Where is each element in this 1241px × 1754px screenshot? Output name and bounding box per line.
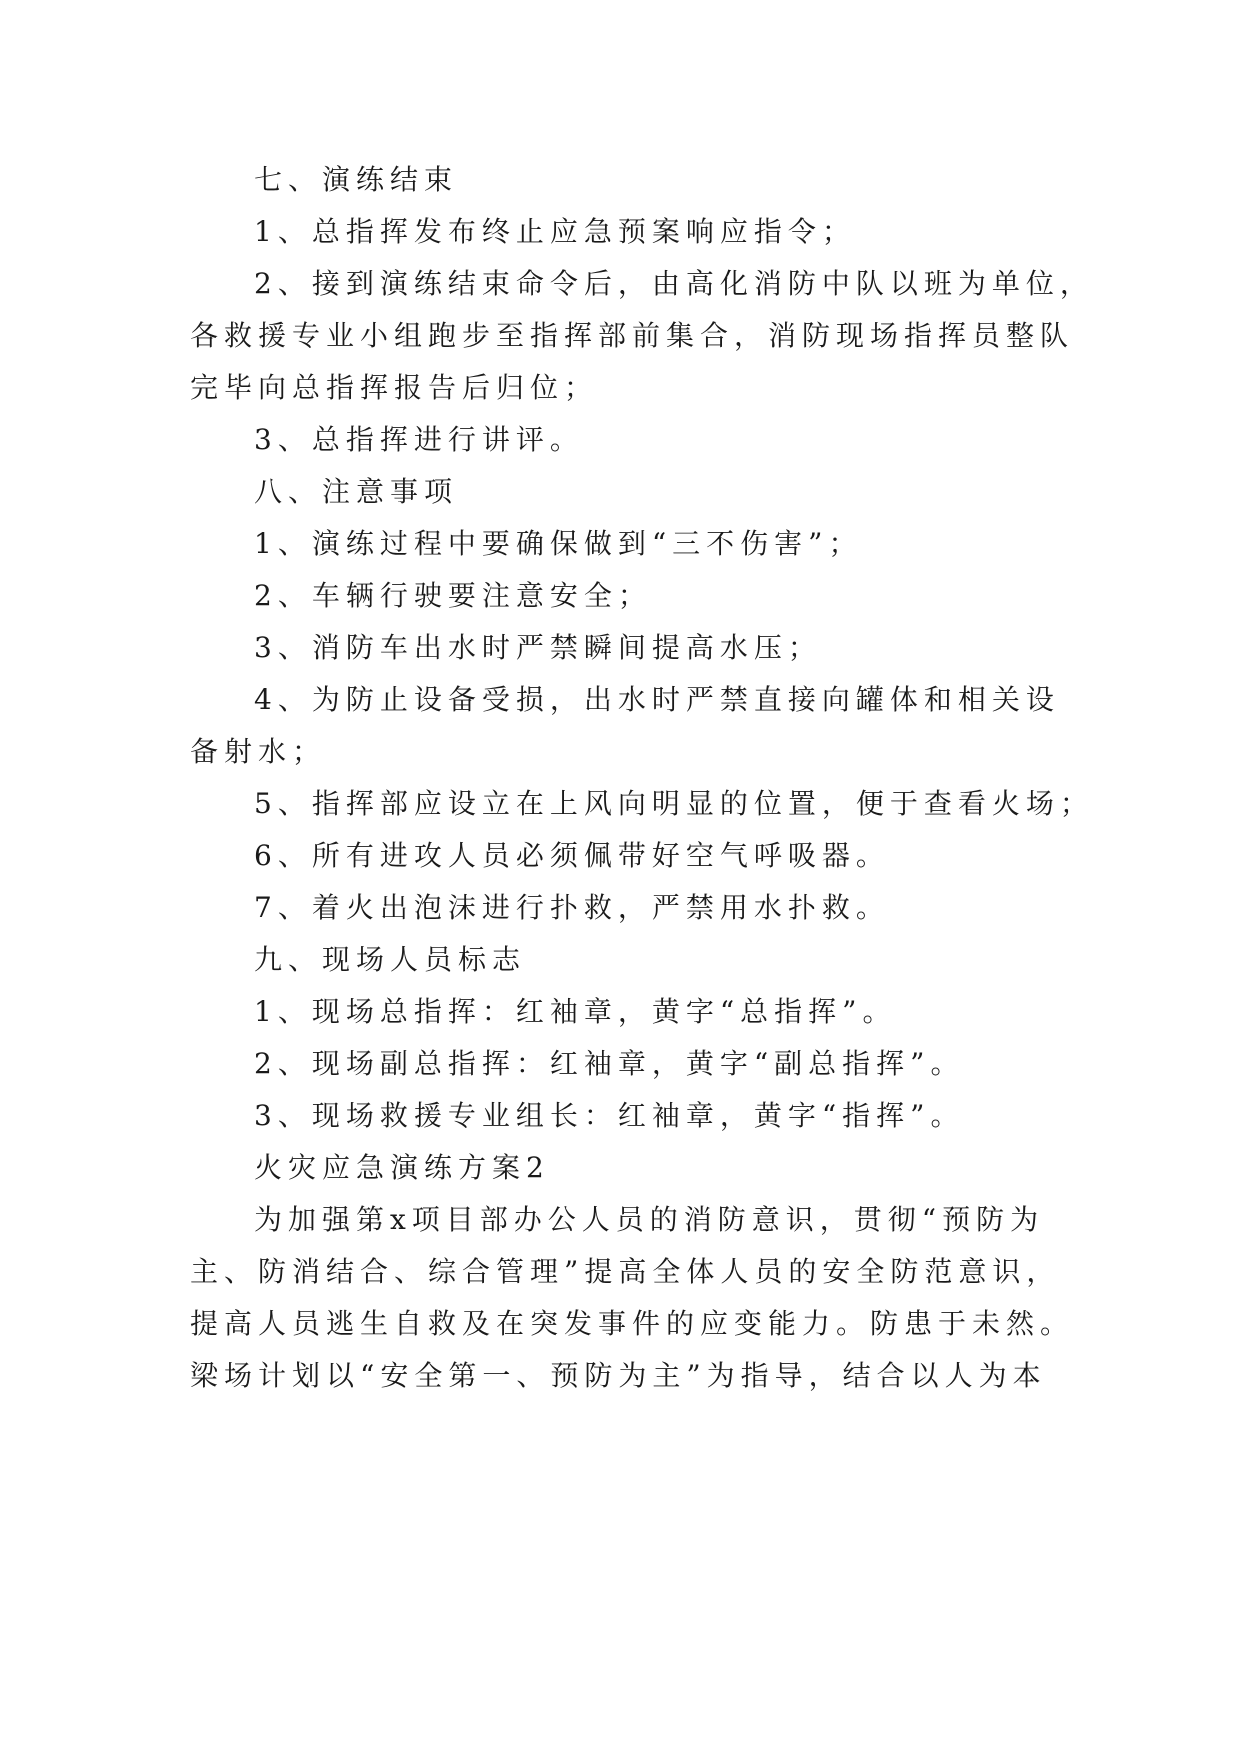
paragraph-line: 3、现场救援专业组长：红袖章，黄字“指挥”。 [254,1099,965,1132]
paragraph-line: 5、指挥部应设立在上风向明显的位置，便于查看火场； [254,787,1094,820]
section-heading-7: 七、演练结束 [254,163,459,196]
paragraph-line: 梁场计划以“安全第一、预防为主”为指导，结合以人为本 [190,1359,1047,1392]
paragraph-line: 为加强第x项目部办公人员的消防意识，贯彻“预防为 [254,1203,1045,1236]
paragraph-line: 6、所有进攻人员必须佩带好空气呼吸器。 [254,839,890,872]
plan-title: 火灾应急演练方案2 [254,1151,550,1184]
paragraph-line: 1、演练过程中要确保做到“三不伤害”； [254,527,863,560]
paragraph-line: 备射水； [190,735,327,768]
paragraph-line: 1、总指挥发布终止应急预案响应指令； [254,215,856,248]
section-heading-9: 九、现场人员标志 [254,943,527,976]
paragraph-line: 完毕向总指挥报告后归位； [190,371,599,404]
paragraph-line: 2、接到演练结束命令后，由高化消防中队以班为单位， [254,267,1094,300]
section-heading-8: 八、注意事项 [254,475,459,508]
paragraph-line: 主、防消结合、综合管理”提高全体人员的安全防范意识， [190,1255,1061,1288]
paragraph-line: 7、着火出泡沫进行扑救，严禁用水扑救。 [254,891,890,924]
paragraph-line: 各救援专业小组跑步至指挥部前集合，消防现场指挥员整队 [190,319,1075,352]
paragraph-line: 2、现场副总指挥：红袖章，黄字“副总指挥”。 [254,1047,965,1080]
paragraph-line: 3、总指挥进行讲评。 [254,423,584,456]
paragraph-line: 4、为防止设备受损，出水时严禁直接向罐体和相关设 [254,683,1060,716]
paragraph-line: 1、现场总指挥：红袖章，黄字“总指挥”。 [254,995,897,1028]
paragraph-line: 提高人员逃生自救及在突发事件的应变能力。防患于未然。 [190,1307,1075,1340]
paragraph-line: 3、消防车出水时严禁瞬间提高水压； [254,631,822,664]
paragraph-line: 2、车辆行驶要注意安全； [254,579,652,612]
